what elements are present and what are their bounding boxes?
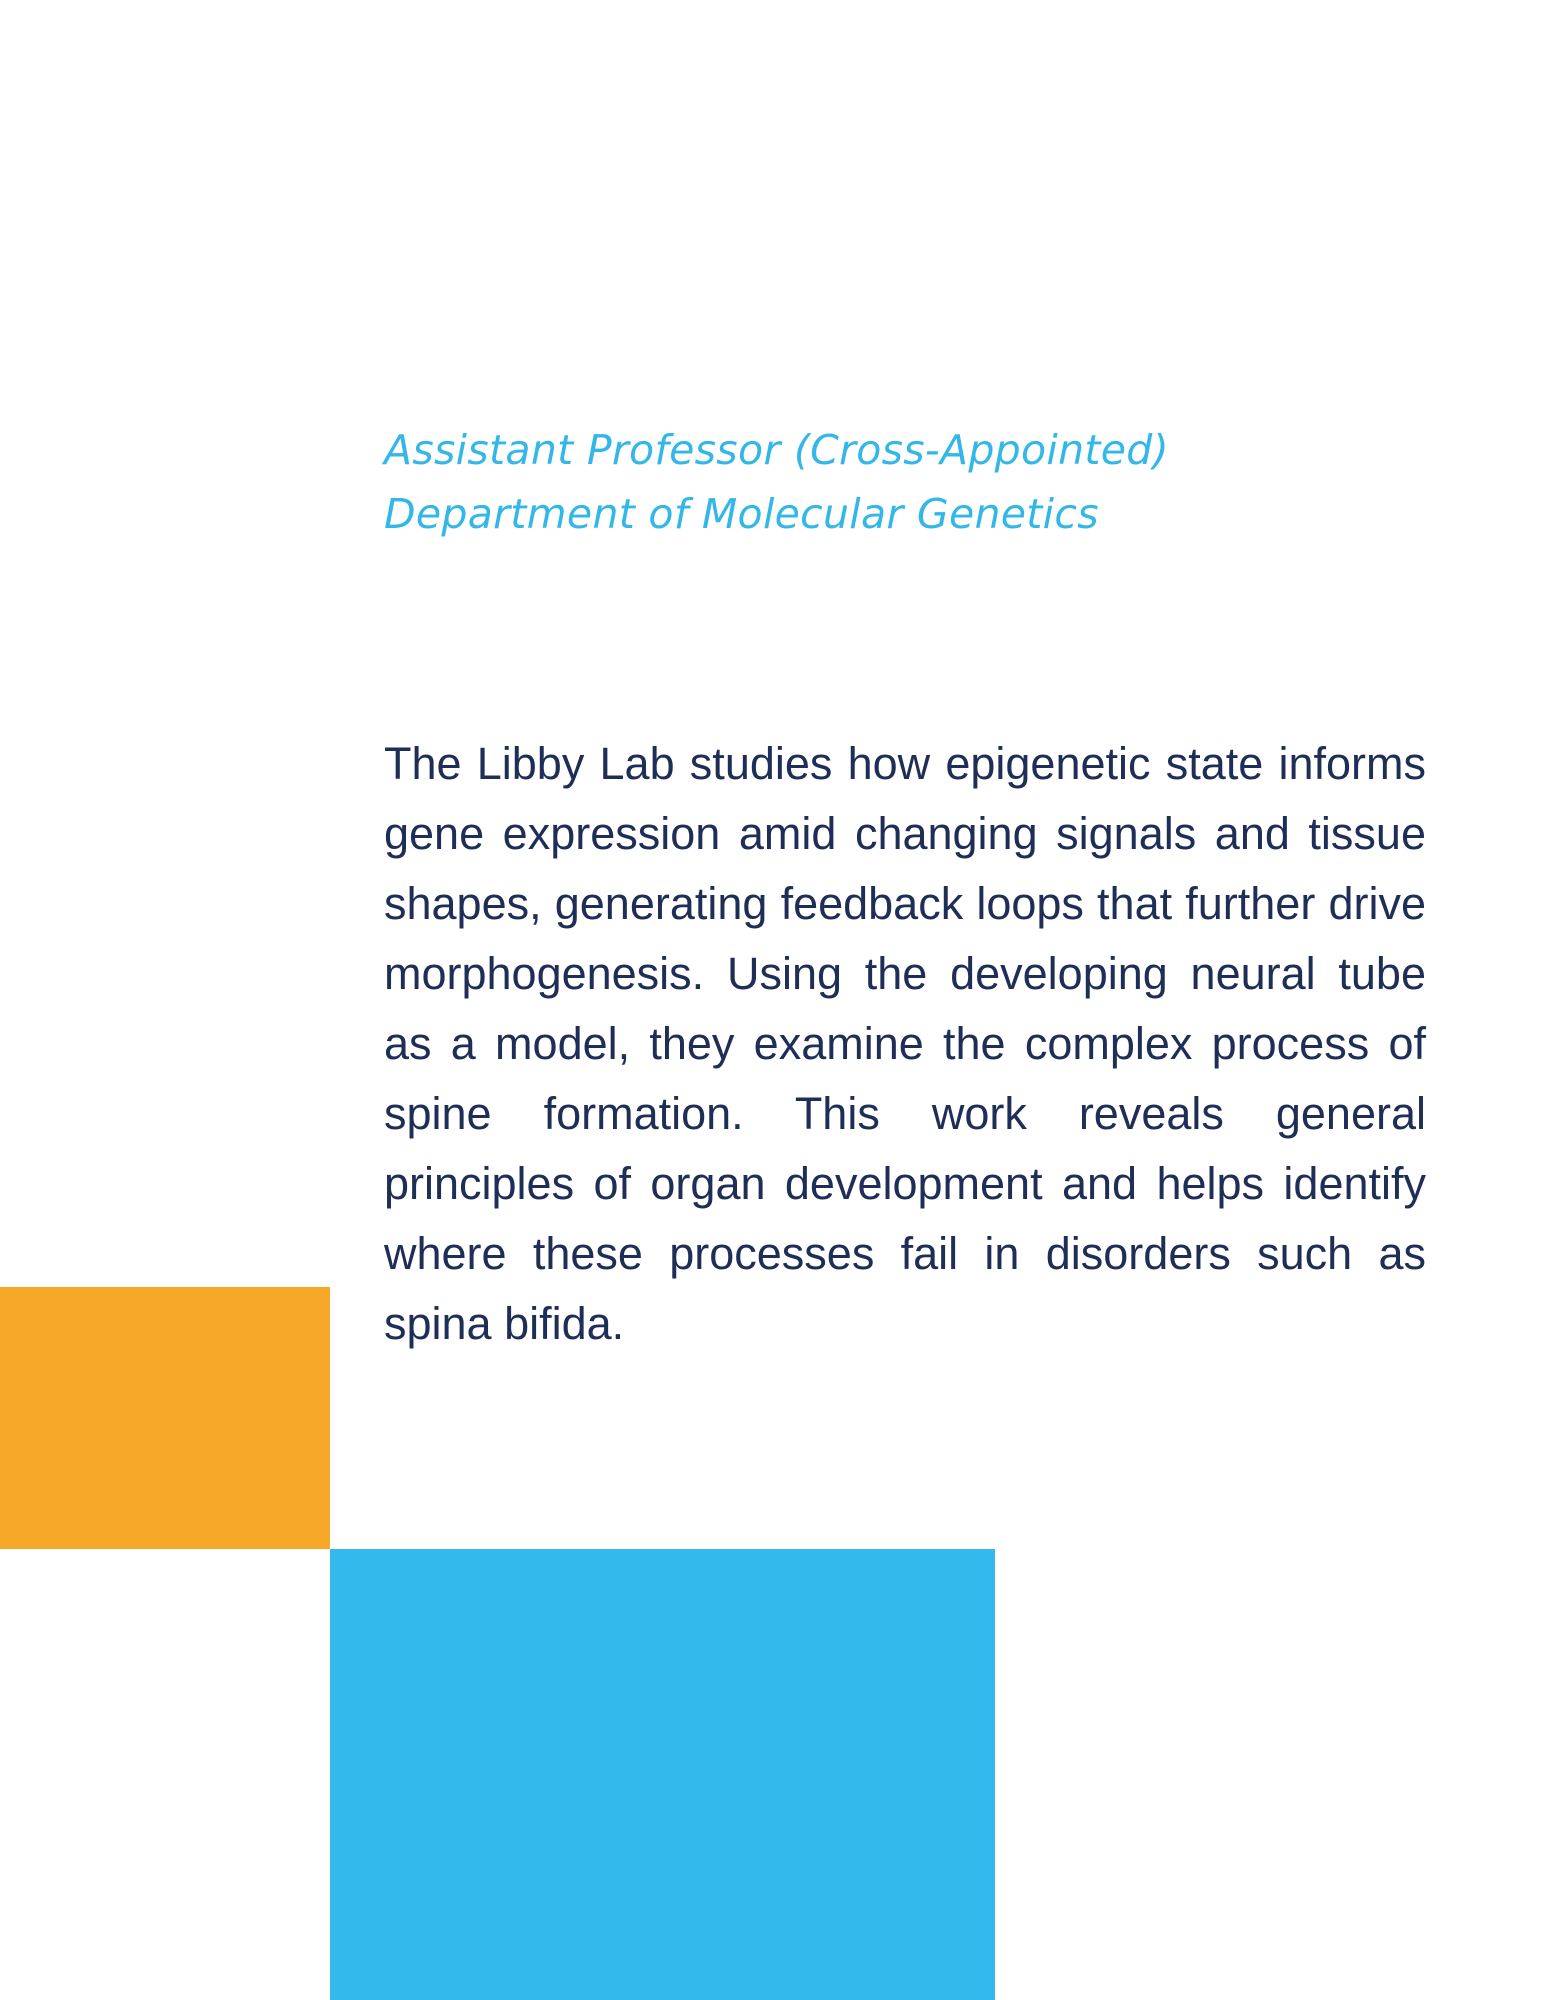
department-name: Department of Molecular Genetics [384,490,1099,538]
lab-description: The Libby Lab studies how epigenetic state informs gene expression amid changing signals and tissue shapes, generating feedback loops that further drive morphogenesis. Using the developing neural tube as a model, they examine the complex process of spine formation. This work reveals general principles of organ development and helps identify where these processes fail in disorders such as spina bifida. [384,738,1426,1349]
blue-decorative-block [330,1549,995,2000]
orange-decorative-block [0,1287,330,1549]
position-title: Assistant Professor (Cross-Appointed) [384,426,1169,474]
heading-block [384,418,1434,546]
